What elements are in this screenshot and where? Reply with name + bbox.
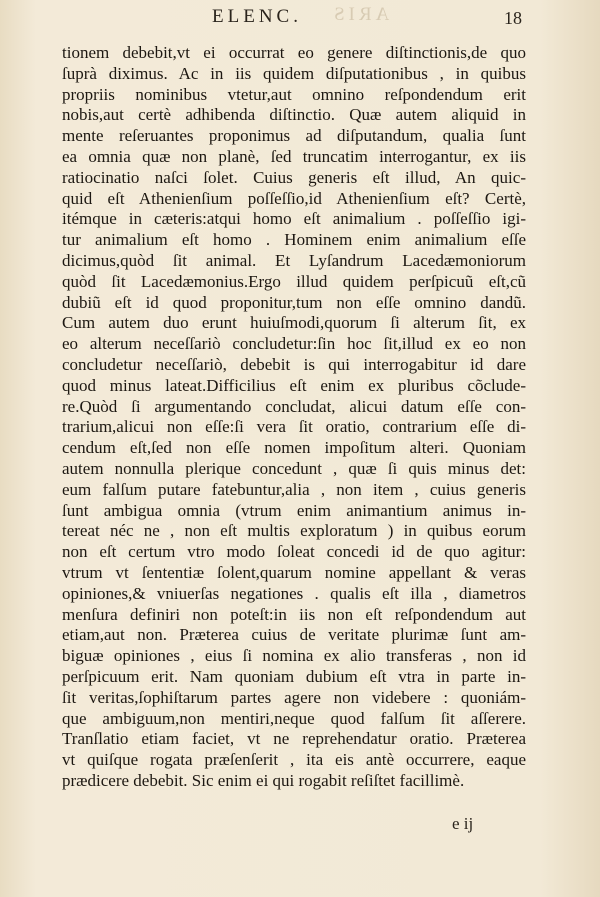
text-line: trarium,alicui non eſſe:ſi vera ſit oratio, contrarium eſſe di- [62, 417, 526, 437]
text-line: Cum autem duo erunt huiuſmodi,quorum ſi alterum ſit, ex [62, 313, 526, 333]
text-line: eum falſum putare fatebuntur,alia , non item , cuius generis [62, 479, 526, 499]
running-title: ELENC. [212, 6, 302, 27]
text-line: Tranſlatio etiam faciet, vt ne reprehendatur oratio. Præterea [62, 729, 526, 749]
text-line: quod minus lateat.Difficilius eſt enim ex pluribus cõclude- [62, 375, 526, 395]
text-line: propriis nominibus vtetur,aut omnino reſpondendum erit [62, 84, 526, 104]
text-line: tur animalium eſt homo . Hominem enim animalium eſſe [62, 230, 526, 250]
text-line: ſuprà diximus. Ac in iis quidem diſputationibus , in quibus [62, 63, 526, 83]
text-line: opiniones,& vniuerſas negationes . qualis eſt illa , diametros [62, 583, 526, 603]
text-line: itémque in cæteris:atqui homo eſt animalium . poſſeſſio igi- [62, 209, 526, 229]
text-line: cendum eſt,ſed non eſſe nomen impoſitum alteri. Quoniam [62, 438, 526, 458]
text-line: ea omnia quæ non planè, ſed truncatim interrogantur, ex iis [62, 146, 526, 166]
signature-mark: e ij [452, 814, 474, 833]
text-line: ſit veritas,ſophiſtarum partes agere non videbere : quoniám- [62, 687, 526, 707]
text-line: que ambiguum,non mentiri,neque quod falſum ſit aſſerere. [62, 708, 526, 728]
text-line: autem nonnulla plerique concedunt , quæ ſi quis minus det: [62, 458, 526, 478]
bleed-through-text-decoration: ARIS [330, 4, 390, 25]
text-line: tereat néc ne , non eſt multis exploratum ) in quibus eorum [62, 521, 526, 541]
text-line: ratiocinatio naſci ſolet. Cuius generis eſt illud, An quic- [62, 167, 526, 187]
text-line: mente reſeruantes proponimus ad diſputandum, qualia ſunt [62, 126, 526, 146]
text-line: concludetur neceſſariò, debebit is qui interrogabitur id dare [62, 354, 526, 374]
text-line: biguæ opiniones , eius ſi nomina ex alio transferas , non id [62, 646, 526, 666]
text-line: re.Quòd ſi argumentando concludat, alicui datum eſſe con- [62, 396, 526, 416]
text-line: nobis,aut certè adhibenda diſtinctio. Quæ autem aliquid in [62, 105, 526, 125]
text-line: prædicere debebit. Sic enim ei qui rogabit reſiſtet facillimè. [62, 770, 465, 790]
text-line: eo alterum neceſſariò concludetur:ſin hoc ſit,illud ex eo non [62, 334, 526, 354]
text-line: tionem debebit,vt ei occurrat eo genere diſtinctionis,de quo [62, 43, 526, 62]
text-line: menſura definiri non poteſt:in iis non eſt reſpondendum aut [62, 604, 526, 624]
text-line: vt quiſque rogata præſenſerit , ita eis antè occurrere, eaque [62, 750, 526, 770]
text-line: dubiũ eſt id quod proponitur,tum non eſſe omnino dandũ. [62, 292, 526, 312]
body-text [62, 43, 526, 792]
text-line: ſunt ambigua omnia (vtrum enim animantium animus in- [62, 500, 526, 520]
text-line: perſpicuum erit. Nam quoniam dubium eſt vtra in parte in- [62, 666, 526, 686]
text-line: vtrum vt ſententiæ ſolent,quarum nomine appellant & veras [62, 562, 526, 582]
text-line: dicimus,quòd ſit animal. Et Lyſandrum Lacedæmoniorum [62, 250, 526, 270]
text-line: non eſt certum vtro modo ſoleat concedi id de quo agitur: [62, 542, 526, 562]
text-line: quòd ſit Lacedæmonius.Ergo illud quidem perſpicuũ eſt,cũ [62, 271, 526, 291]
text-line: quid eſt Athenienſium poſſeſſio,id Athenienſium eſt? Certè, [62, 188, 526, 208]
page-number: 18 [504, 8, 522, 28]
text-line: etiam,aut non. Præterea cuius de veritate plurimæ ſunt am- [62, 625, 526, 645]
